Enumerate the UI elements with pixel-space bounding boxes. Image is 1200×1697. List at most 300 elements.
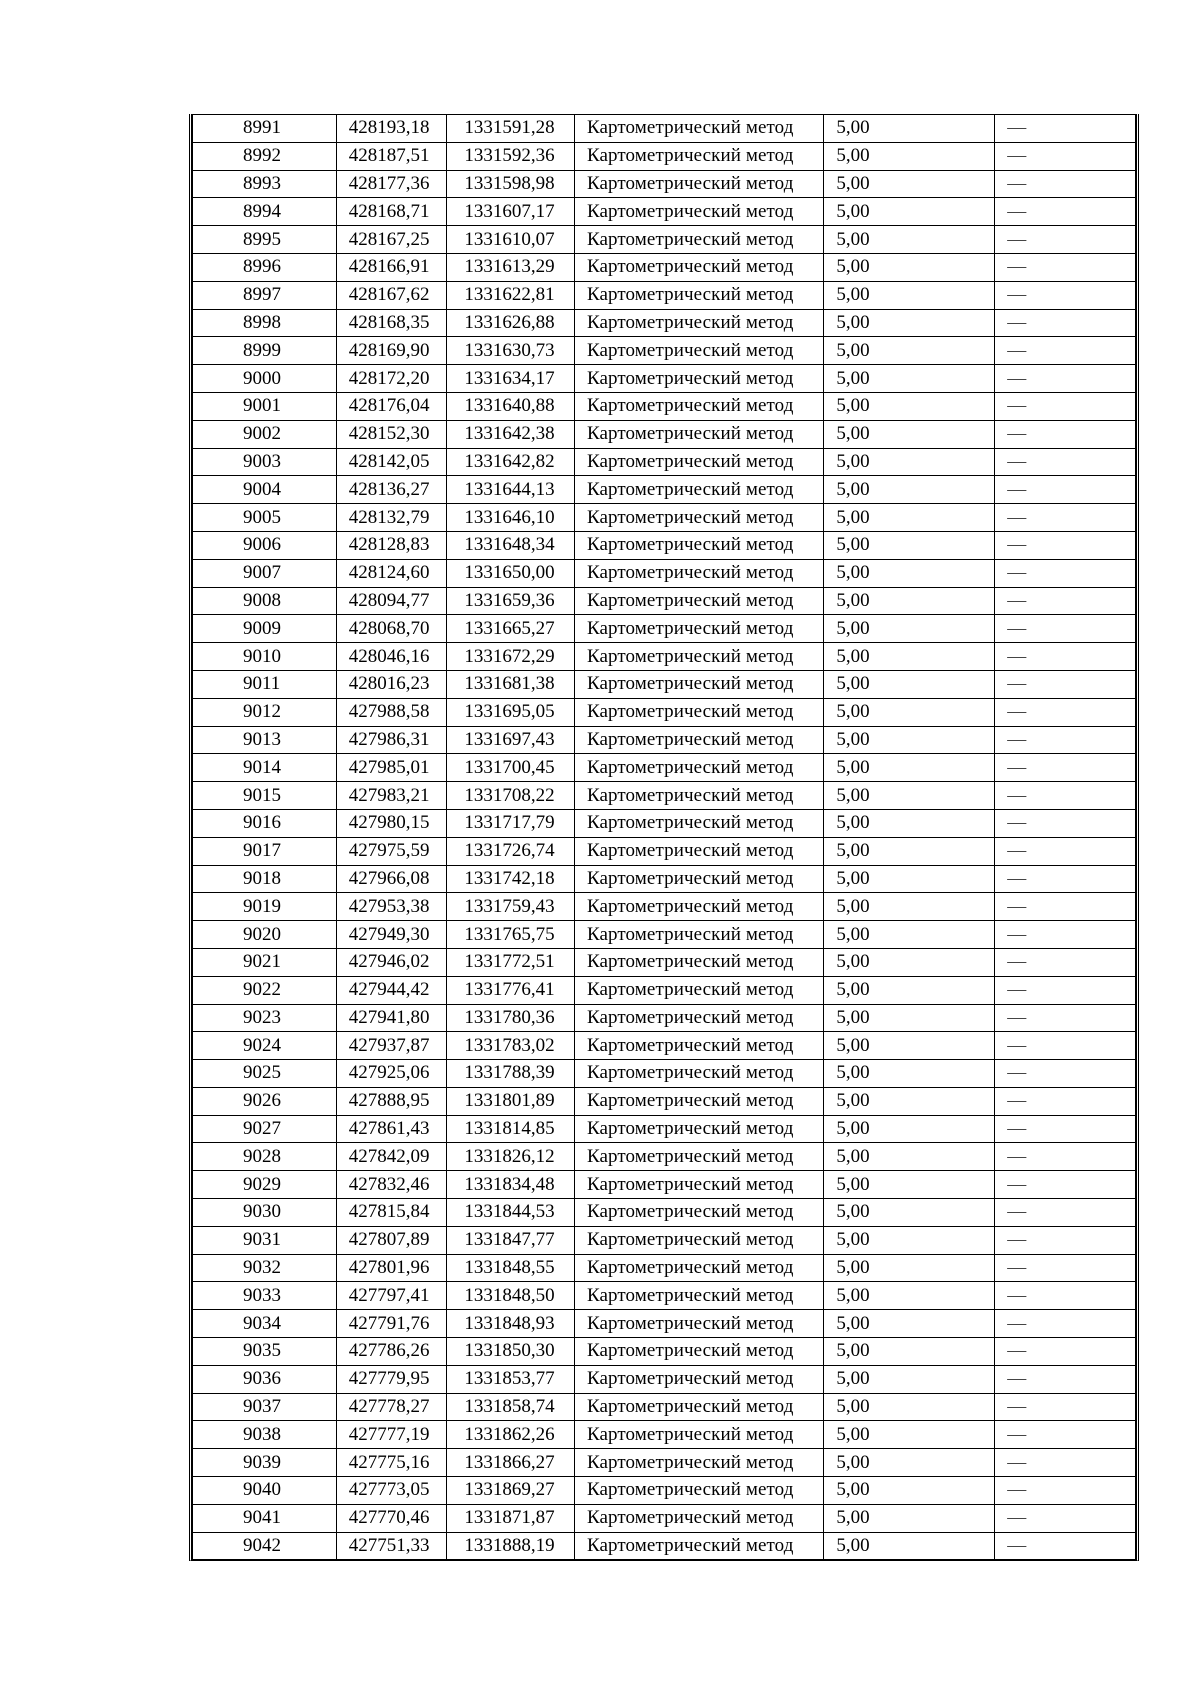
coordinate-x-cell: 428176,04 (336, 392, 447, 420)
coordinate-y-cell: 1331853,77 (447, 1365, 575, 1393)
coordinate-y-cell: 1331607,17 (447, 198, 575, 226)
accuracy-cell: 5,00 (824, 670, 995, 698)
accuracy-cell: 5,00 (824, 1254, 995, 1282)
coordinate-x-cell: 427861,43 (336, 1115, 447, 1143)
method-cell: Картометрический метод (575, 948, 824, 976)
method-cell: Картометрический метод (575, 893, 824, 921)
description-cell: — (995, 976, 1136, 1004)
method-cell: Картометрический метод (575, 420, 824, 448)
point-number-cell: 9010 (193, 643, 337, 671)
coordinate-x-cell: 428016,23 (336, 670, 447, 698)
coordinate-y-cell: 1331801,89 (447, 1087, 575, 1115)
description-cell: — (995, 1449, 1136, 1477)
table-row (193, 976, 1136, 1004)
coordinate-x-cell: 428187,51 (336, 142, 447, 170)
description-cell: — (995, 615, 1136, 643)
accuracy-cell: 5,00 (824, 504, 995, 532)
description-cell: — (995, 643, 1136, 671)
method-cell: Картометрический метод (575, 1032, 824, 1060)
coordinate-y-cell: 1331783,02 (447, 1032, 575, 1060)
description-cell: — (995, 1504, 1136, 1532)
coordinate-x-cell: 427770,46 (336, 1504, 447, 1532)
accuracy-cell: 5,00 (824, 948, 995, 976)
coordinate-x-cell: 427937,87 (336, 1032, 447, 1060)
accuracy-cell: 5,00 (824, 1087, 995, 1115)
method-cell: Картометрический метод (575, 698, 824, 726)
accuracy-cell: 5,00 (824, 615, 995, 643)
coordinate-x-cell: 427983,21 (336, 782, 447, 810)
coordinates-table-body (193, 115, 1136, 1560)
coordinate-y-cell: 1331776,41 (447, 976, 575, 1004)
accuracy-cell: 5,00 (824, 643, 995, 671)
coordinate-x-cell: 427775,16 (336, 1449, 447, 1477)
method-cell: Картометрический метод (575, 170, 824, 198)
point-number-cell: 9018 (193, 865, 337, 893)
coordinate-y-cell: 1331826,12 (447, 1143, 575, 1171)
table-row (193, 1393, 1136, 1421)
coordinate-x-cell: 427941,80 (336, 1004, 447, 1032)
method-cell: Картометрический метод (575, 587, 824, 615)
table-row (193, 531, 1136, 559)
description-cell: — (995, 226, 1136, 254)
coordinate-y-cell: 1331742,18 (447, 865, 575, 893)
point-number-cell: 9030 (193, 1199, 337, 1227)
description-cell: — (995, 392, 1136, 420)
coordinate-y-cell: 1331862,26 (447, 1421, 575, 1449)
description-cell: — (995, 198, 1136, 226)
coordinate-y-cell: 1331848,55 (447, 1254, 575, 1282)
table-row (193, 615, 1136, 643)
coordinate-y-cell: 1331848,50 (447, 1282, 575, 1310)
accuracy-cell: 5,00 (824, 448, 995, 476)
coordinate-y-cell: 1331650,00 (447, 559, 575, 587)
method-cell: Картометрический метод (575, 115, 824, 143)
point-number-cell: 9016 (193, 809, 337, 837)
accuracy-cell: 5,00 (824, 1449, 995, 1477)
table-row (193, 1532, 1136, 1560)
point-number-cell: 9020 (193, 921, 337, 949)
point-number-cell: 9022 (193, 976, 337, 1004)
point-number-cell: 9013 (193, 726, 337, 754)
method-cell: Картометрический метод (575, 1254, 824, 1282)
coordinate-x-cell: 428094,77 (336, 587, 447, 615)
point-number-cell: 9021 (193, 948, 337, 976)
coordinate-x-cell: 427786,26 (336, 1338, 447, 1366)
accuracy-cell: 5,00 (824, 1532, 995, 1560)
table-row (193, 1338, 1136, 1366)
point-number-cell: 9001 (193, 392, 337, 420)
point-number-cell: 9025 (193, 1060, 337, 1088)
description-cell: — (995, 559, 1136, 587)
coordinate-x-cell: 427842,09 (336, 1143, 447, 1171)
method-cell: Картометрический метод (575, 1338, 824, 1366)
point-number-cell: 9034 (193, 1310, 337, 1338)
table-row (193, 365, 1136, 393)
description-cell: — (995, 1199, 1136, 1227)
method-cell: Картометрический метод (575, 754, 824, 782)
method-cell: Картометрический метод (575, 1449, 824, 1477)
table-row (193, 809, 1136, 837)
coordinate-y-cell: 1331726,74 (447, 837, 575, 865)
method-cell: Картометрический метод (575, 1199, 824, 1227)
point-number-cell: 9002 (193, 420, 337, 448)
accuracy-cell: 5,00 (824, 531, 995, 559)
coordinate-x-cell: 428166,91 (336, 253, 447, 281)
coordinate-y-cell: 1331642,82 (447, 448, 575, 476)
coordinate-x-cell: 428168,71 (336, 198, 447, 226)
coordinates-table (192, 114, 1136, 1560)
coordinate-y-cell: 1331700,45 (447, 754, 575, 782)
coordinate-x-cell: 427888,95 (336, 1087, 447, 1115)
accuracy-cell: 5,00 (824, 1282, 995, 1310)
description-cell: — (995, 726, 1136, 754)
point-number-cell: 9011 (193, 670, 337, 698)
method-cell: Картометрический метод (575, 670, 824, 698)
point-number-cell: 9024 (193, 1032, 337, 1060)
method-cell: Картометрический метод (575, 1532, 824, 1560)
accuracy-cell: 5,00 (824, 392, 995, 420)
method-cell: Картометрический метод (575, 476, 824, 504)
accuracy-cell: 5,00 (824, 337, 995, 365)
point-number-cell: 8996 (193, 253, 337, 281)
method-cell: Картометрический метод (575, 976, 824, 1004)
coordinate-y-cell: 1331866,27 (447, 1449, 575, 1477)
table-row (193, 170, 1136, 198)
coordinate-y-cell: 1331642,38 (447, 420, 575, 448)
coordinate-x-cell: 427815,84 (336, 1199, 447, 1227)
table-row (193, 1087, 1136, 1115)
accuracy-cell: 5,00 (824, 1143, 995, 1171)
description-cell: — (995, 1365, 1136, 1393)
point-number-cell: 9023 (193, 1004, 337, 1032)
point-number-cell: 8998 (193, 309, 337, 337)
description-cell: — (995, 837, 1136, 865)
coordinate-y-cell: 1331847,77 (447, 1226, 575, 1254)
coordinate-x-cell: 427801,96 (336, 1254, 447, 1282)
description-cell: — (995, 531, 1136, 559)
accuracy-cell: 5,00 (824, 1365, 995, 1393)
table-row (193, 1421, 1136, 1449)
method-cell: Картометрический метод (575, 1504, 824, 1532)
coordinate-x-cell: 428167,25 (336, 226, 447, 254)
accuracy-cell: 5,00 (824, 1199, 995, 1227)
table-row (193, 1310, 1136, 1338)
point-number-cell: 9026 (193, 1087, 337, 1115)
method-cell: Картометрический метод (575, 142, 824, 170)
coordinate-x-cell: 428177,36 (336, 170, 447, 198)
accuracy-cell: 5,00 (824, 893, 995, 921)
method-cell: Картометрический метод (575, 809, 824, 837)
accuracy-cell: 5,00 (824, 921, 995, 949)
accuracy-cell: 5,00 (824, 865, 995, 893)
table-row (193, 893, 1136, 921)
point-number-cell: 9019 (193, 893, 337, 921)
description-cell: — (995, 754, 1136, 782)
point-number-cell: 9015 (193, 782, 337, 810)
table-row (193, 726, 1136, 754)
table-row (193, 1226, 1136, 1254)
table-row (193, 559, 1136, 587)
method-cell: Картометрический метод (575, 837, 824, 865)
coordinate-x-cell: 428169,90 (336, 337, 447, 365)
accuracy-cell: 5,00 (824, 1310, 995, 1338)
table-row (193, 1199, 1136, 1227)
table-row (193, 1004, 1136, 1032)
coordinate-x-cell: 428152,30 (336, 420, 447, 448)
description-cell: — (995, 337, 1136, 365)
accuracy-cell: 5,00 (824, 754, 995, 782)
point-number-cell: 9038 (193, 1421, 337, 1449)
coordinate-x-cell: 427985,01 (336, 754, 447, 782)
table-row (193, 948, 1136, 976)
table-row (193, 670, 1136, 698)
coordinate-x-cell: 427975,59 (336, 837, 447, 865)
accuracy-cell: 5,00 (824, 476, 995, 504)
table-row (193, 1477, 1136, 1505)
accuracy-cell: 5,00 (824, 253, 995, 281)
point-number-cell: 9029 (193, 1171, 337, 1199)
description-cell: — (995, 1477, 1136, 1505)
coordinate-x-cell: 427832,46 (336, 1171, 447, 1199)
point-number-cell: 9014 (193, 754, 337, 782)
coordinate-x-cell: 427791,76 (336, 1310, 447, 1338)
description-cell: — (995, 1115, 1136, 1143)
description-cell: — (995, 698, 1136, 726)
point-number-cell: 9040 (193, 1477, 337, 1505)
coordinate-x-cell: 427944,42 (336, 976, 447, 1004)
accuracy-cell: 5,00 (824, 226, 995, 254)
accuracy-cell: 5,00 (824, 1477, 995, 1505)
point-number-cell: 9017 (193, 837, 337, 865)
point-number-cell: 9037 (193, 1393, 337, 1421)
table-row (193, 337, 1136, 365)
accuracy-cell: 5,00 (824, 1226, 995, 1254)
coordinate-y-cell: 1331850,30 (447, 1338, 575, 1366)
description-cell: — (995, 504, 1136, 532)
table-row (193, 837, 1136, 865)
point-number-cell: 9035 (193, 1338, 337, 1366)
description-cell: — (995, 1310, 1136, 1338)
coordinate-y-cell: 1331613,29 (447, 253, 575, 281)
point-number-cell: 9036 (193, 1365, 337, 1393)
description-cell: — (995, 1060, 1136, 1088)
coordinate-y-cell: 1331717,79 (447, 809, 575, 837)
coordinate-x-cell: 428142,05 (336, 448, 447, 476)
accuracy-cell: 5,00 (824, 420, 995, 448)
method-cell: Картометрический метод (575, 392, 824, 420)
description-cell: — (995, 281, 1136, 309)
coordinate-y-cell: 1331665,27 (447, 615, 575, 643)
coordinate-y-cell: 1331772,51 (447, 948, 575, 976)
accuracy-cell: 5,00 (824, 1338, 995, 1366)
description-cell: — (995, 1171, 1136, 1199)
table-row (193, 698, 1136, 726)
point-number-cell: 8995 (193, 226, 337, 254)
accuracy-cell: 5,00 (824, 170, 995, 198)
point-number-cell: 9031 (193, 1226, 337, 1254)
coordinate-y-cell: 1331659,36 (447, 587, 575, 615)
description-cell: — (995, 420, 1136, 448)
accuracy-cell: 5,00 (824, 976, 995, 1004)
table-row (193, 115, 1136, 143)
method-cell: Картометрический метод (575, 1087, 824, 1115)
method-cell: Картометрический метод (575, 198, 824, 226)
coordinate-y-cell: 1331634,17 (447, 365, 575, 393)
coordinate-y-cell: 1331858,74 (447, 1393, 575, 1421)
method-cell: Картометрический метод (575, 1171, 824, 1199)
coordinate-x-cell: 428167,62 (336, 281, 447, 309)
description-cell: — (995, 170, 1136, 198)
table-row (193, 1060, 1136, 1088)
coordinate-x-cell: 428193,18 (336, 115, 447, 143)
accuracy-cell: 5,00 (824, 309, 995, 337)
point-number-cell: 9004 (193, 476, 337, 504)
description-cell: — (995, 1004, 1136, 1032)
method-cell: Картометрический метод (575, 1421, 824, 1449)
coordinate-x-cell: 428168,35 (336, 309, 447, 337)
accuracy-cell: 5,00 (824, 559, 995, 587)
table-row (193, 504, 1136, 532)
table-row (193, 1504, 1136, 1532)
coordinate-y-cell: 1331610,07 (447, 226, 575, 254)
accuracy-cell: 5,00 (824, 115, 995, 143)
accuracy-cell: 5,00 (824, 782, 995, 810)
coordinate-x-cell: 427988,58 (336, 698, 447, 726)
point-number-cell: 9008 (193, 587, 337, 615)
table-row (193, 420, 1136, 448)
coordinate-y-cell: 1331626,88 (447, 309, 575, 337)
point-number-cell: 9003 (193, 448, 337, 476)
method-cell: Картометрический метод (575, 1477, 824, 1505)
table-row (193, 281, 1136, 309)
method-cell: Картометрический метод (575, 1115, 824, 1143)
description-cell: — (995, 115, 1136, 143)
accuracy-cell: 5,00 (824, 587, 995, 615)
accuracy-cell: 5,00 (824, 1115, 995, 1143)
coordinate-x-cell: 427980,15 (336, 809, 447, 837)
accuracy-cell: 5,00 (824, 698, 995, 726)
method-cell: Картометрический метод (575, 253, 824, 281)
accuracy-cell: 5,00 (824, 142, 995, 170)
description-cell: — (995, 1087, 1136, 1115)
coordinate-x-cell: 428132,79 (336, 504, 447, 532)
description-cell: — (995, 1338, 1136, 1366)
description-cell: — (995, 1254, 1136, 1282)
description-cell: — (995, 670, 1136, 698)
description-cell: — (995, 448, 1136, 476)
method-cell: Картометрический метод (575, 782, 824, 810)
point-number-cell: 9027 (193, 1115, 337, 1143)
point-number-cell: 8993 (193, 170, 337, 198)
coordinate-y-cell: 1331672,29 (447, 643, 575, 671)
coordinate-x-cell: 427797,41 (336, 1282, 447, 1310)
coordinate-y-cell: 1331681,38 (447, 670, 575, 698)
description-cell: — (995, 476, 1136, 504)
coordinate-x-cell: 427949,30 (336, 921, 447, 949)
accuracy-cell: 5,00 (824, 1171, 995, 1199)
point-number-cell: 9028 (193, 1143, 337, 1171)
description-cell: — (995, 365, 1136, 393)
coordinate-y-cell: 1331598,98 (447, 170, 575, 198)
coordinate-y-cell: 1331834,48 (447, 1171, 575, 1199)
point-number-cell: 9006 (193, 531, 337, 559)
description-cell: — (995, 142, 1136, 170)
accuracy-cell: 5,00 (824, 809, 995, 837)
coordinate-y-cell: 1331788,39 (447, 1060, 575, 1088)
coordinate-y-cell: 1331592,36 (447, 142, 575, 170)
point-number-cell: 9000 (193, 365, 337, 393)
table-row (193, 1115, 1136, 1143)
table-row (193, 921, 1136, 949)
point-number-cell: 8997 (193, 281, 337, 309)
coordinate-y-cell: 1331644,13 (447, 476, 575, 504)
coordinates-table-frame (189, 114, 1139, 1561)
table-row (193, 476, 1136, 504)
point-number-cell: 9041 (193, 1504, 337, 1532)
description-cell: — (995, 1532, 1136, 1560)
point-number-cell: 8999 (193, 337, 337, 365)
table-row (193, 865, 1136, 893)
coordinate-y-cell: 1331622,81 (447, 281, 575, 309)
table-row (193, 1365, 1136, 1393)
point-number-cell: 9039 (193, 1449, 337, 1477)
table-row (193, 643, 1136, 671)
point-number-cell: 8991 (193, 115, 337, 143)
coordinate-x-cell: 428136,27 (336, 476, 447, 504)
table-row (193, 392, 1136, 420)
coordinate-x-cell: 427778,27 (336, 1393, 447, 1421)
coordinate-x-cell: 427779,95 (336, 1365, 447, 1393)
coordinate-x-cell: 428124,60 (336, 559, 447, 587)
coordinate-x-cell: 428172,20 (336, 365, 447, 393)
coordinate-y-cell: 1331780,36 (447, 1004, 575, 1032)
description-cell: — (995, 948, 1136, 976)
description-cell: — (995, 782, 1136, 810)
point-number-cell: 9033 (193, 1282, 337, 1310)
method-cell: Картометрический метод (575, 1365, 824, 1393)
point-number-cell: 9012 (193, 698, 337, 726)
method-cell: Картометрический метод (575, 643, 824, 671)
description-cell: — (995, 921, 1136, 949)
table-row (193, 782, 1136, 810)
accuracy-cell: 5,00 (824, 837, 995, 865)
accuracy-cell: 5,00 (824, 1060, 995, 1088)
method-cell: Картометрический метод (575, 1282, 824, 1310)
accuracy-cell: 5,00 (824, 1032, 995, 1060)
coordinate-y-cell: 1331640,88 (447, 392, 575, 420)
table-row (193, 587, 1136, 615)
point-number-cell: 9005 (193, 504, 337, 532)
accuracy-cell: 5,00 (824, 281, 995, 309)
coordinate-x-cell: 427953,38 (336, 893, 447, 921)
method-cell: Картометрический метод (575, 865, 824, 893)
description-cell: — (995, 865, 1136, 893)
coordinate-y-cell: 1331765,75 (447, 921, 575, 949)
table-row (193, 309, 1136, 337)
coordinate-y-cell: 1331695,05 (447, 698, 575, 726)
coordinate-x-cell: 427807,89 (336, 1226, 447, 1254)
description-cell: — (995, 1032, 1136, 1060)
method-cell: Картометрический метод (575, 615, 824, 643)
coordinate-y-cell: 1331646,10 (447, 504, 575, 532)
description-cell: — (995, 1226, 1136, 1254)
method-cell: Картометрический метод (575, 531, 824, 559)
coordinate-x-cell: 427925,06 (336, 1060, 447, 1088)
coordinate-x-cell: 427986,31 (336, 726, 447, 754)
point-number-cell: 9007 (193, 559, 337, 587)
coordinate-x-cell: 427946,02 (336, 948, 447, 976)
table-row (193, 1143, 1136, 1171)
